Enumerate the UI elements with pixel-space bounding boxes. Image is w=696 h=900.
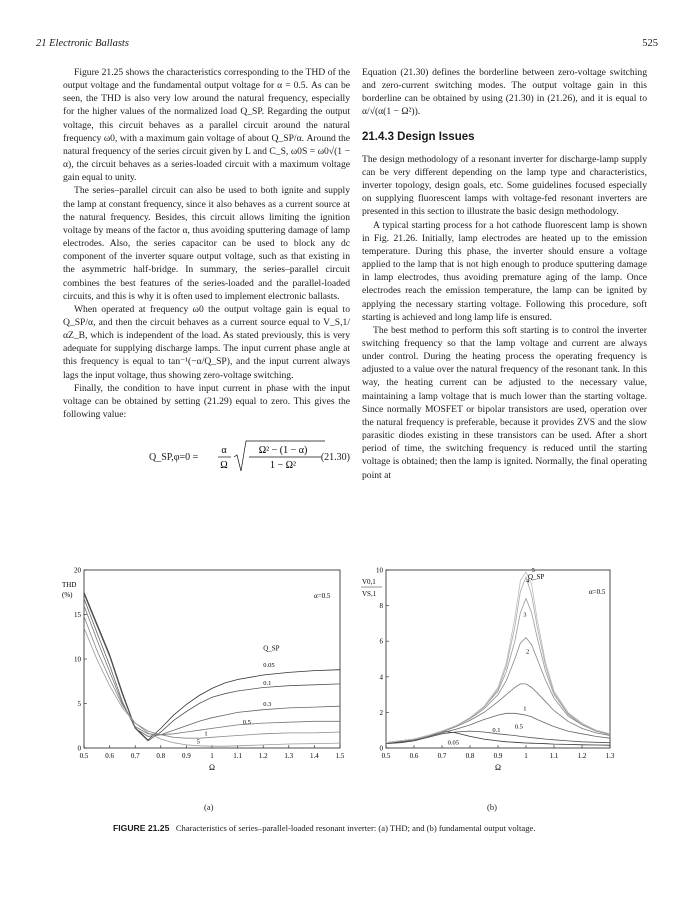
data-label: 1 — [204, 730, 208, 738]
x-tick-label: 1.3 — [284, 752, 294, 760]
y-tick-label: 6 — [379, 637, 383, 646]
x-tick-label: 1.1 — [549, 752, 559, 760]
x-axis-label: Ω — [209, 763, 215, 772]
x-tick-label: 0.5 — [79, 752, 89, 760]
x-tick-label: 0.7 — [130, 752, 140, 760]
y-tick-label: 4 — [379, 673, 383, 682]
paragraph: The series–parallel circuit can also be used to both ignite and supply the lamp at constant frequency, since it also behaves as a current source at the natural frequency. Besides, this circuit allows limiting the ignition voltage by means of the factor α, thus avoiding sputtering damage of lamp electrodes. Also, the series capacitor can be used to block any dc component of the inverter square output voltage, such as that existing in the asymmetric half-bridge. In summary, the series–parallel circuit combines the best features of the series-loaded and the parallel-loaded circuits, and this is why it is often used to implement electronic ballasts. — [63, 185, 350, 302]
x-tick-label: 1 — [524, 752, 528, 760]
paragraph: Equation (21.30) defines the borderline between zero-voltage switching and zero-current switching modes. The output voltage gain in this borderline can be obtained by using (21.30) in (21.26), and it is equal to α/√(α(1 − Ω²)). — [362, 67, 647, 118]
equation-lhs: Q_SP,φ=0 = — [149, 452, 199, 464]
x-tick-label: 0.8 — [156, 752, 166, 760]
figure-caption — [113, 823, 536, 833]
paragraph: Finally, the condition to have input current in phase with the input voltage can be obtained by setting (21.29) equal to zero. This gives the following value: — [63, 382, 350, 421]
y-tick-label: 8 — [379, 602, 383, 611]
y-axis-label-line1: THD — [62, 581, 77, 589]
x-tick-label: 0.9 — [182, 752, 191, 760]
subfigure-label-a: (a) — [204, 802, 214, 812]
data-label: 0.1 — [492, 726, 501, 734]
data-label: 5 — [531, 567, 535, 574]
y-tick-label: 0 — [77, 744, 81, 753]
x-tick-label: 1.2 — [258, 752, 268, 760]
equation-21-30 — [63, 433, 350, 481]
y-axis-label-line2: (%) — [62, 591, 73, 599]
x-tick-label: 1.5 — [335, 752, 345, 760]
y-tick-label: 5 — [77, 700, 81, 708]
caption-label: FIGURE 21.25 — [113, 823, 170, 833]
y-axis-label-line1: V0,1 — [362, 578, 376, 586]
series-line — [386, 599, 610, 743]
running-header-chapter: 21 Electronic Ballasts — [36, 38, 129, 49]
data-label: 1 — [523, 705, 527, 713]
eq-rad-num: Ω² − (1 − α) — [258, 445, 308, 457]
x-tick-label: 0.6 — [409, 752, 419, 760]
paragraph: Figure 21.25 shows the characteristics corresponding to the THD of the output voltage and the fundamental output voltage for α = 0.5. As can be seen, the THD is also very low around the natural frequency, especially for the higher values of the normalized load Q_SP. Regarding the output voltage, this circuit behaves as a parallel circuit around the natural frequency ω0, with a maximum gain voltage of about Q_SP/α. Around the natural frequency of the series circuit given by L and C_S, ω0S = ω0√(1 − α), the circuit behaves as a series-loaded circuit with a maximum voltage gain equal to unity. — [63, 67, 350, 184]
series-line — [386, 572, 610, 743]
paragraph: The best method to perform this soft starting is to control the inverter switching frequency so that the lamp voltage and current are always under control. During the heating process the operating frequency is adjusted to a value over the natural frequency of the resonant tank. In this way, the heating current can be adjusted to the necessary value, maintaining a lamp voltage that is much lower than the starting voltage. Since normally MOSFET or bipolar transistors are used, operation over the natural frequency is preferable, because it provides ZVS and the slow parasitic diodes existing in these transistors can be used. After a short period of time, the switching frequency is reduced until the starting voltage is obtained; then the lamp is ignited. Normally, the final operating point at — [362, 324, 647, 481]
data-label: 5 — [196, 738, 200, 746]
x-tick-label: 0.7 — [437, 752, 447, 760]
legend-title: Q_SP — [528, 573, 545, 581]
thd-chart — [62, 567, 362, 787]
alpha-annotation: α=0.5 — [589, 588, 606, 596]
eq-alpha: α — [221, 445, 227, 457]
x-tick-label: 1.2 — [577, 752, 587, 760]
series-line — [84, 616, 340, 738]
y-tick-label: 0 — [379, 744, 383, 753]
data-label: 0.3 — [263, 701, 272, 709]
data-label: 0.1 — [263, 679, 272, 687]
data-label: 4 — [526, 577, 530, 585]
subfigure-label-b: (b) — [487, 802, 497, 812]
data-label: 3 — [523, 611, 527, 619]
voltage-gain-chart — [356, 567, 641, 787]
series-line — [84, 599, 340, 737]
y-tick-label: 15 — [74, 611, 81, 619]
x-tick-label: 0.5 — [381, 752, 391, 760]
y-tick-label: 10 — [74, 655, 81, 664]
x-tick-label: 0.8 — [465, 752, 475, 760]
series-line — [386, 577, 610, 743]
data-label: 0.5 — [514, 723, 523, 731]
y-tick-label: 20 — [74, 567, 81, 575]
y-axis-label-line2: VS,1 — [362, 590, 377, 598]
paragraph: When operated at frequency ω0 the output voltage gain is equal to Q_SP/α, and then the circuit behaves as a current source equal to V_S,1/αZ_B, which is independent of the load. As stated previously, this is very adequate for supplying discharge lamps. The input current phase angle at this frequency is equal to tan⁻¹(−α/Q_SP), and the input current always lags the input voltage, thus showing zero-voltage switching. — [63, 303, 350, 381]
alpha-annotation: α=0.5 — [314, 592, 331, 600]
page-number: 525 — [642, 38, 658, 49]
paragraph: The design methodology of a resonant inverter for discharge-lamp supply can be very different depending on the lamp type and characteristics, inverter topology, design goals, etc. Some guidelines focused especially on supplying fluorescent lamps with voltage-fed resonant inverters are presented in this section to illustrate the basic design methodology. — [362, 153, 647, 218]
data-label: 0.05 — [263, 662, 275, 670]
data-label: 0.5 — [242, 718, 251, 726]
right-column — [362, 66, 647, 482]
equation-fraction — [63, 433, 350, 481]
x-axis-label: Ω — [495, 763, 501, 772]
left-column — [63, 66, 350, 481]
x-tick-label: 1 — [210, 752, 214, 760]
x-tick-label: 1.3 — [605, 752, 615, 760]
data-label: 0.05 — [447, 739, 459, 747]
x-tick-label: 1.4 — [310, 752, 319, 760]
equation-number: (21.30) — [320, 452, 350, 464]
data-label: 2 — [526, 648, 530, 656]
series-line — [84, 594, 340, 741]
caption-text: Characteristics of series–parallel-loaded resonant inverter: (a) THD; and (b) fundamental output voltage. — [175, 823, 536, 833]
section-title: 21.4.3 Design Issues — [362, 130, 475, 143]
y-tick-label: 10 — [376, 567, 383, 575]
plot-frame — [84, 570, 340, 748]
x-tick-label: 1.1 — [233, 752, 242, 760]
legend-title: Q_SP — [263, 644, 280, 653]
x-tick-label: 0.9 — [493, 752, 503, 760]
series-line — [84, 606, 340, 735]
eq-rad-den: 1 − Ω² — [269, 460, 297, 472]
eq-omega: Ω — [220, 460, 228, 472]
paragraph: A typical starting process for a hot cathode fluorescent lamp is shown in Fig. 21.26. Initially, lamp electrodes are heated up to the emission temperature. During this phase, the inverter should ensure a voltage applied to the lamp that is not high enough to produce sputtering damage in lamp electrodes, thus avoiding premature aging of the lamp. Once electrodes reach the emission temperature, the lamp can be ignited by applying the necessary starting voltage. Following this procedure, soft starting is achieved and long lamp life is ensured. — [362, 219, 647, 323]
x-tick-label: 0.6 — [105, 752, 114, 760]
y-tick-label: 2 — [379, 708, 383, 717]
